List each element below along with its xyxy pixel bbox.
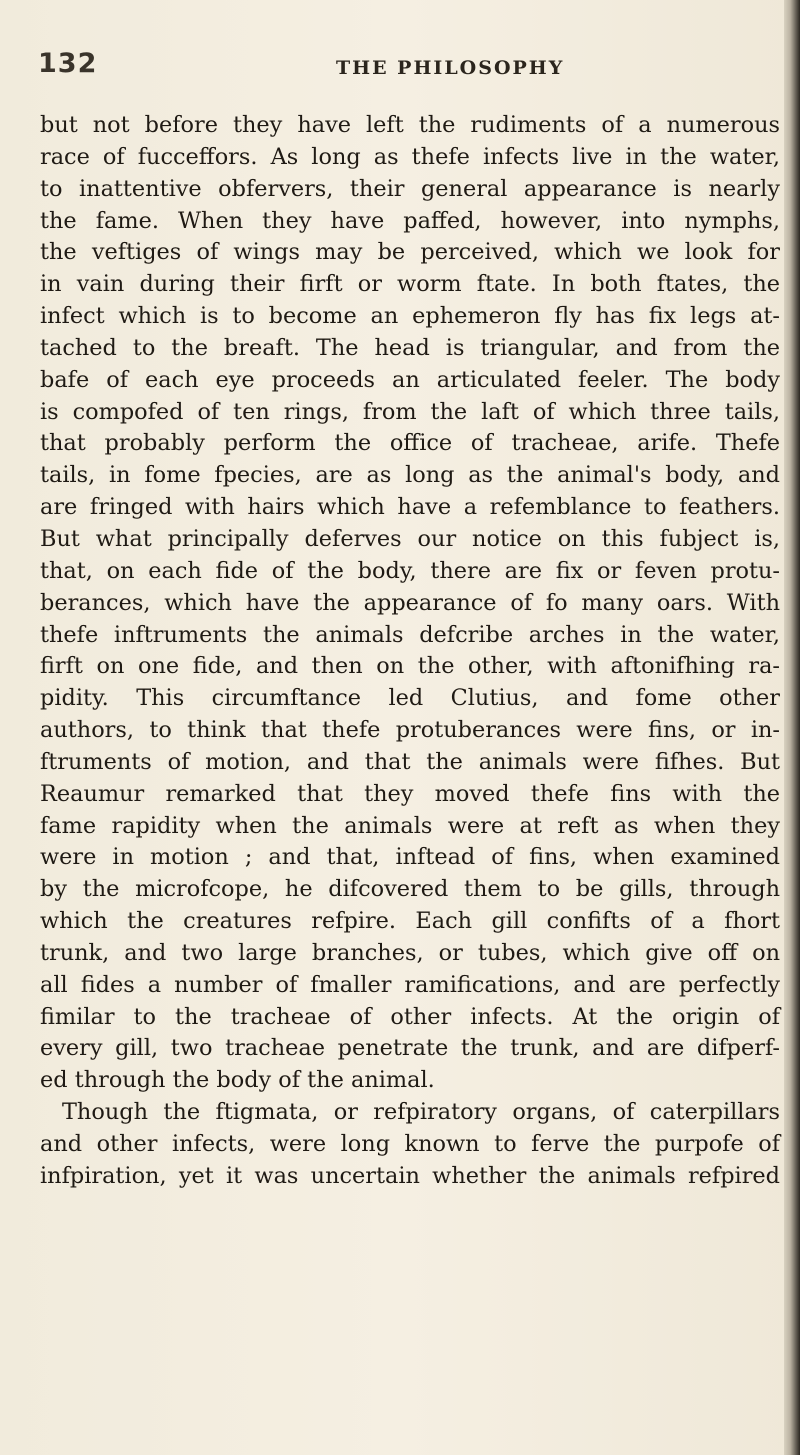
- text-line: which the creatures refpire. Each gill confifts of a fhort: [40, 908, 780, 935]
- text-line: infpiration, yet it was uncertain whether the animals refpired: [40, 1162, 780, 1189]
- text-line: ed through the body of the animal.: [40, 1067, 435, 1094]
- text-line: is compofed of ten rings, from the laft of which three tails,: [40, 398, 780, 425]
- text-line: tails, in fome fpecies, are as long as the animal's body, and: [40, 462, 780, 489]
- text-line: and other infects, were long known to ferve the purpofe of: [40, 1131, 780, 1157]
- text-line: infect which is to become an ephemeron fly has fix legs at-: [40, 303, 780, 330]
- text-line: fimilar to the tracheae of other infects. At the origin of: [40, 1003, 780, 1030]
- text-line: are fringed with hairs which have a refemblance to feathers.: [40, 494, 780, 521]
- running-head: THE PHILOSOPHY: [336, 57, 565, 79]
- text-line: by the microfcope, he difcovered them to be gills, through: [40, 876, 780, 903]
- text-line: that, on each fide of the body, there are fix or feven protu-: [40, 557, 780, 584]
- text-line: the fame. When they have paffed, however, into nymphs,: [40, 207, 780, 234]
- text-line: bafe of each eye proceeds an articulated feeler. The body: [40, 366, 780, 393]
- text-line: but not before they have left the rudiments of a numerous: [40, 112, 780, 138]
- text-line: race of fucceffors. As long as thefe infects live in the water,: [40, 143, 780, 170]
- text-line: to inattentive obfervers, their general appearance is nearly: [40, 175, 780, 202]
- text-line: the veftiges of wings may be perceived, which we look for: [40, 239, 780, 266]
- text-line: in vain during their firft or worm ftate. In both ftates, the: [40, 271, 780, 298]
- page-number: 132: [38, 48, 98, 79]
- text-line: every gill, two tracheae penetrate the trunk, and are difperf-: [40, 1035, 780, 1062]
- text-line: fame rapidity when the animals were at reft as when they: [40, 812, 780, 839]
- page-edge-shadow: [784, 0, 800, 1455]
- page-header: [38, 48, 778, 88]
- text-line: authors, to think that thefe protuberances were fins, or in-: [40, 717, 780, 744]
- text-line: Reaumur remarked that they moved thefe fins with the: [40, 780, 780, 807]
- body-text: [40, 110, 780, 1193]
- text-line: Though the ftigmata, or refpiratory organs, of caterpillars: [62, 1099, 780, 1126]
- text-line: were in motion ; and that, inftead of fins, when examined: [40, 844, 780, 871]
- text-line: firft on one fide, and then on the other, with aftonifhing ra-: [40, 653, 780, 680]
- text-line: tached to the breaft. The head is triangular, and from the: [40, 334, 780, 361]
- text-line: all fides a number of fmaller ramifications, and are perfectly: [40, 971, 780, 998]
- text-line: But what principally deferves our notice on this fubject is,: [40, 525, 780, 552]
- text-line: pidity. This circumftance led Clutius, and fome other: [40, 685, 780, 712]
- text-line: that probably perform the office of tracheae, arife. Thefe: [40, 430, 780, 457]
- text-line: ftruments of motion, and that the animals were fifhes. But: [40, 748, 780, 775]
- text-line: berances, which have the appearance of fo many oars. With: [40, 589, 780, 616]
- text-line: trunk, and two large branches, or tubes, which give off on: [40, 939, 780, 966]
- text-line: thefe inftruments the animals defcribe arches in the water,: [40, 621, 780, 648]
